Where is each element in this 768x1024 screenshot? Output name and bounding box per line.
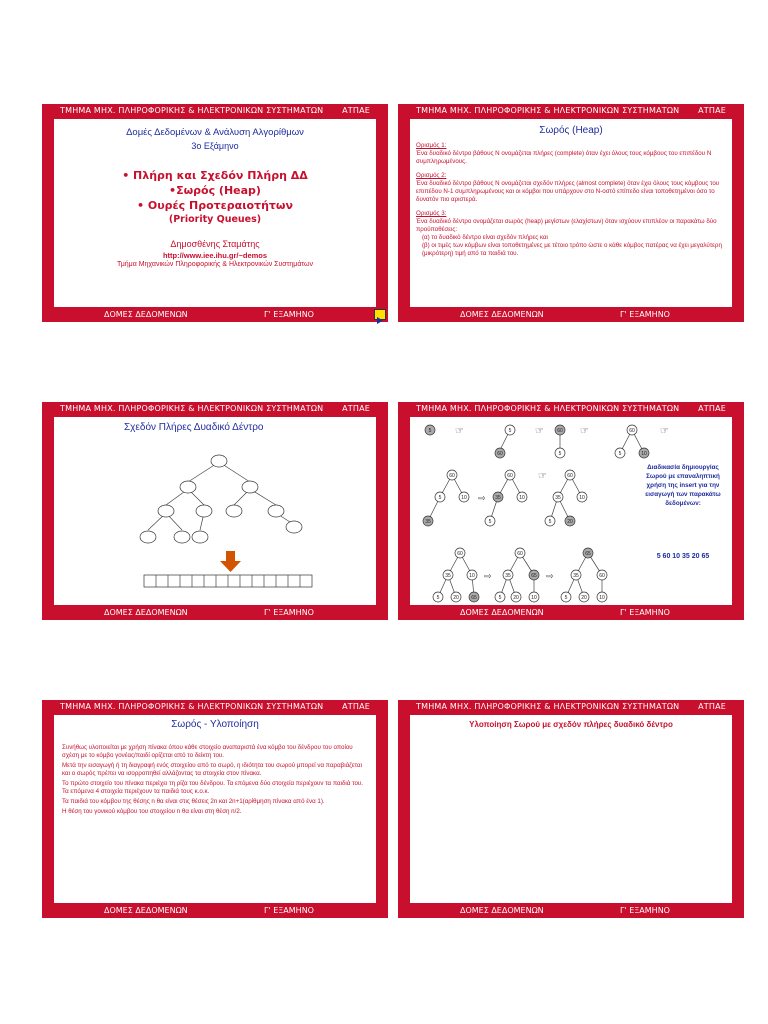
slide-header [42,700,388,714]
slide-body [54,417,376,605]
step-row-1 [425,425,669,458]
slide-5 [42,700,388,918]
bullet-priority-queues: • Ουρές Προτεραιοτήτων [137,199,293,212]
def3-label: Ορισμός 3: [416,210,447,217]
next-arrow-icon[interactable] [374,309,386,320]
node-label: 5 [428,428,432,434]
svg-text:60: 60 [557,428,563,434]
header-left: ΤΜΗΜΑ ΜΗΧ. ΠΛΗΡΟΦΟΡΙΚΗΣ & ΗΛΕΚΤΡΟΝΙΚΩΝ ΣΥΣΤΗΜΑΤΩΝ [60,702,324,711]
def2-label: Ορισμός 2: [416,172,447,179]
svg-text:5: 5 [438,495,442,501]
svg-text:5: 5 [618,451,622,457]
tree-edges [148,462,290,530]
slide-body [410,715,732,903]
header-left: ΤΜΗΜΑ ΜΗΧ. ΠΛΗΡΟΦΟΡΙΚΗΣ & ΗΛΕΚΤΡΟΝΙΚΩΝ ΣΥΣΤΗΜΑΤΩΝ [416,404,680,413]
paragraph-2: Μετά την εισαγωγή ή τη διαγραφή ενός στοιχείου από το σωρό, η ιδιότητα του σωρού μπορεί να παραβιάζεται και ο σωρός πρέπει να ισορροπηθεί αλλάζοντας τα στοιχεία στον πίνακα. [62,762,362,777]
slide-6 [398,700,744,918]
step-row-2 [423,470,587,526]
svg-text:5: 5 [508,428,512,434]
svg-text:65: 65 [531,573,537,579]
heap-insert-steps-diagram [410,417,732,605]
header-right: ΑΤΠΑΕ [342,404,370,413]
svg-text:5: 5 [488,519,492,525]
paragraph-5: Η θέση του γονικού κόμβου του στοιχείου n θα είναι στη θέση n/2. [62,808,242,815]
step-row-3 [433,548,607,602]
svg-text:10: 10 [469,573,475,579]
bullet-priority-queues-en: (Priority Queues) [168,214,262,225]
tree-node [180,481,196,493]
slide-footer [398,904,744,918]
svg-text:60: 60 [449,473,455,479]
svg-text:20: 20 [453,595,459,601]
svg-text:20: 20 [567,519,573,525]
footer-left: ΔΟΜΕΣ ΔΕΔΟΜΕΝΩΝ [104,608,188,617]
svg-text:65: 65 [471,595,477,601]
slide-footer [42,308,388,322]
slide-body [410,417,732,605]
svg-text:⇨: ⇨ [478,494,486,504]
svg-text:35: 35 [425,519,431,525]
slide-footer [398,606,744,620]
tree-node [242,481,258,493]
svg-text:60: 60 [457,551,463,557]
svg-text:20: 20 [513,595,519,601]
slide-header [42,402,388,416]
header-right: ΑΤΠΑΕ [342,106,370,115]
down-arrow-icon [220,551,241,572]
tree-node [226,505,242,517]
slide-body [54,715,376,903]
slide-body [410,119,732,307]
slide-3 [42,402,388,620]
footer-right: Γ' ΕΞΑΜΗΝΟ [620,906,670,915]
condition-b: (β) οι τιμές των κόμβων είναι τοποθετημένες με τέτοιο τρόπο ώστε ο κάθε κόμβος πατέρας να έχει μεγαλύτερη (μικρότερη) τιμή από τα παιδιά του. [422,242,722,257]
svg-text:60: 60 [517,551,523,557]
header-left: ΤΜΗΜΑ ΜΗΧ. ΠΛΗΡΟΦΟΡΙΚΗΣ & ΗΛΕΚΤΡΟΝΙΚΩΝ ΣΥΣΤΗΜΑΤΩΝ [416,106,680,115]
slide-header [398,402,744,416]
svg-text:10: 10 [599,595,605,601]
svg-text:60: 60 [507,473,513,479]
svg-text:60: 60 [629,428,635,434]
footer-left: ΔΟΜΕΣ ΔΕΔΟΜΕΝΩΝ [104,310,188,319]
svg-text:60: 60 [567,473,573,479]
slide-footer [42,606,388,620]
header-left: ΤΜΗΜΑ ΜΗΧ. ΠΛΗΡΟΦΟΡΙΚΗΣ & ΗΛΕΚΤΡΟΝΙΚΩΝ ΣΥΣΤΗΜΑΤΩΝ [416,702,680,711]
array-cells [144,575,312,587]
almost-complete-tree-diagram [54,417,376,605]
svg-text:5: 5 [558,451,562,457]
slide-title: Σωρός - Υλοποίηση [171,719,259,730]
paragraph-4: Τα παιδιά του κόμβου της θέσης n θα είναι στις θέσεις 2n και 2n+1(αρίθμηση πίνακα από ένα 1). [62,798,325,805]
tree-node [211,455,227,467]
svg-text:35: 35 [573,573,579,579]
svg-text:☞: ☞ [660,426,669,437]
bullet-complete-trees: • Πλήρη και Σχεδόν Πλήρη ΔΔ [122,169,308,182]
footer-right: Γ' ΕΞΑΜΗΝΟ [264,608,314,617]
slide-1 [42,104,388,322]
tree-nodes [140,455,302,543]
def2-text: Ένα δυαδικό δέντρο βάθους Ν ονομάζεται σχεδόν πλήρες (almost complete) όταν έχει όλους τους κόμβους του επιπέδου Ν-1 συμπληρωμένους και οι κόμβοι που υπάρχουν στο Ν-οστό επίπεδο είναι τοποθετημένοι όσο το δυνατόν πιο αριστερά. [416,180,720,203]
svg-text:5: 5 [564,595,568,601]
footer-left: ΔΟΜΕΣ ΔΕΔΟΜΕΝΩΝ [460,310,544,319]
footer-left: ΔΟΜΕΣ ΔΕΔΟΜΕΝΩΝ [460,906,544,915]
header-left: ΤΜΗΜΑ ΜΗΧ. ΠΛΗΡΟΦΟΡΙΚΗΣ & ΗΛΕΚΤΡΟΝΙΚΩΝ ΣΥΣΤΗΜΑΤΩΝ [60,404,324,413]
footer-left: ΔΟΜΕΣ ΔΕΔΟΜΕΝΩΝ [104,906,188,915]
svg-text:⇨: ⇨ [546,572,554,582]
header-left: ΤΜΗΜΑ ΜΗΧ. ΠΛΗΡΟΦΟΡΙΚΗΣ & ΗΛΕΚΤΡΟΝΙΚΩΝ ΣΥΣΤΗΜΑΤΩΝ [60,106,324,115]
svg-text:10: 10 [531,595,537,601]
def1-text: Ένα δυαδικό δέντρο βάθους Ν ονομάζεται πλήρες (complete) όταν έχει όλους τους κόμβους του επιπέδου Ν συμπληρωμένους. [416,150,712,165]
slide-title: Σωρός (Heap) [539,125,603,136]
svg-text:⇨: ⇨ [484,572,492,582]
author-name: Δημοσθένης Σταμάτης [170,239,260,249]
slide-title: Σχεδόν Πλήρες Δυαδικό Δέντρο [124,422,264,433]
svg-text:☞: ☞ [580,426,589,437]
svg-text:☞: ☞ [535,426,544,437]
process-description: Διαδικασία δημιουργίας Σωρού με επαναληπτική χρήση της insert για την εισαγωγή των παρακάτω δεδομένων: [645,464,721,507]
tree-node [268,505,284,517]
def1-label: Ορισμός 1: [416,142,447,149]
slide-footer [398,308,744,322]
svg-text:5: 5 [548,519,552,525]
svg-text:10: 10 [519,495,525,501]
slide-header [398,104,744,118]
svg-text:35: 35 [445,573,451,579]
footer-right: Γ' ΕΞΑΜΗΝΟ [620,310,670,319]
svg-text:20: 20 [581,595,587,601]
course-title: Δομές Δεδομένων & Ανάλυση Αλγορίθμων [126,127,304,138]
svg-text:10: 10 [579,495,585,501]
svg-text:60: 60 [497,451,503,457]
department: Τμήμα Μηχανικών Πληροφορικής & Ηλεκτρονικών Συστημάτων [116,261,313,268]
bullet-heap: •Σωρός (Heap) [169,184,261,197]
tree-node [286,521,302,533]
def3-text: Ένα δυαδικό δέντρο ονομάζεται σωρός (heap) μεγίστων (ελαχίστων) όταν ισχύουν επιπλέον οι παρακάτω δύο προϋποθέσεις: [416,218,717,233]
tree-node [174,531,190,543]
tree-node [196,505,212,517]
insert-sequence: 5 60 10 35 20 65 [656,553,710,560]
svg-text:10: 10 [461,495,467,501]
svg-text:35: 35 [505,573,511,579]
footer-right: Γ' ΕΞΑΜΗΝΟ [264,310,314,319]
slide-body [54,119,376,307]
header-right: ΑΤΠΑΕ [698,702,726,711]
header-right: ΑΤΠΑΕ [698,106,726,115]
svg-text:35: 35 [555,495,561,501]
tree-node [158,505,174,517]
pointing-hand-icon: ☞ [455,426,464,437]
slide-title: Υλοποίηση Σωρού με σχεδόν πλήρες δυαδικό δέντρο [469,720,673,729]
paragraph-3: Το πρώτο στοιχείο του πίνακα περιέχει τη ρίζα του δένδρου. Τα επόμενα δύο στοιχεία περιέχουν τα παιδιά του. Τα επόμενα 4 στοιχεία περιέχουν τα παιδιά τους κ.ο.κ. [62,780,364,795]
slide-header [42,104,388,118]
slide-4 [398,402,744,620]
slide-footer [42,904,388,918]
svg-text:5: 5 [498,595,502,601]
semester: 3ο Εξάμηνο [191,141,239,151]
slide-2 [398,104,744,322]
tree-node [140,531,156,543]
svg-text:60: 60 [599,573,605,579]
svg-text:10: 10 [641,451,647,457]
author-url[interactable]: http://www.iee.ihu.gr/~demos [162,251,268,260]
svg-text:☞: ☞ [538,471,547,482]
paragraph-1: Συνήθως υλοποιείται με χρήση πίνακα όπου κάθε στοιχείο αναπαριστά ένα κόμβο του δένδρου του οποίου σχέση με το κόμβο γονέας/παιδί ορίζεται από το δείκτη του. [62,744,353,759]
footer-right: Γ' ΕΞΑΜΗΝΟ [264,906,314,915]
slide-header [398,700,744,714]
svg-text:35: 35 [495,495,501,501]
svg-text:65: 65 [585,551,591,557]
header-right: ΑΤΠΑΕ [698,404,726,413]
header-right: ΑΤΠΑΕ [342,702,370,711]
svg-text:5: 5 [436,595,440,601]
condition-a: (α) το δυαδικό δέντρο είναι σχεδόν πλήρες και [422,234,548,241]
footer-left: ΔΟΜΕΣ ΔΕΔΟΜΕΝΩΝ [460,608,544,617]
tree-node [192,531,208,543]
footer-right: Γ' ΕΞΑΜΗΝΟ [620,608,670,617]
